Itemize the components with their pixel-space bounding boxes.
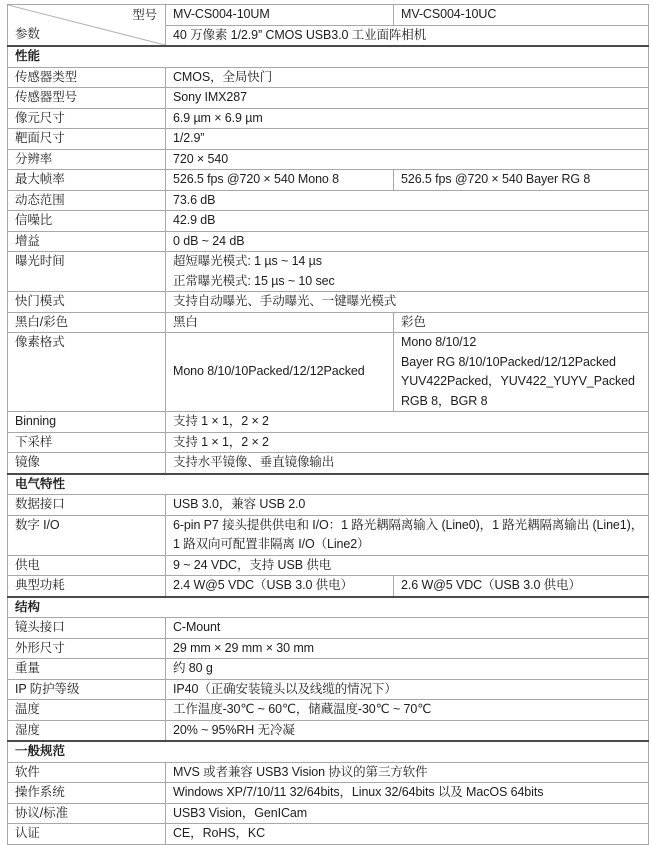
spec-value-cell — [166, 453, 649, 474]
spec-label-cell — [8, 252, 166, 292]
section-title-text: 电气特性 — [15, 476, 66, 491]
spec-value-cell — [166, 638, 649, 659]
spec-value-cell — [166, 783, 649, 804]
spec-value-text: 正常曝光模式: 15 µs ~ 10 sec — [173, 273, 335, 288]
spec-label-text: 传感器型号 — [15, 90, 78, 104]
spec-label-text: 湿度 — [15, 722, 40, 737]
spec-value-cell — [166, 292, 649, 313]
spec-value-cell — [166, 659, 649, 680]
spec-value-cell — [166, 515, 649, 555]
spec-row — [8, 824, 649, 845]
spec-label-text: 信噪比 — [15, 213, 53, 227]
section-title-text: 结构 — [15, 599, 41, 614]
spec-value-text: 9 ~ 24 VDC，支持 USB 供电 — [173, 557, 332, 572]
spec-value-cell — [166, 170, 394, 191]
section-header-row — [8, 741, 649, 762]
spec-label-cell — [8, 576, 166, 597]
spec-value-text: 2.4 W@5 VDC（USB 3.0 供电） — [173, 578, 353, 592]
header-row-models — [8, 5, 649, 26]
spec-value-text: RGB 8，BGR 8 — [401, 393, 488, 408]
section-title — [8, 474, 649, 495]
section-title-text: 性能 — [15, 49, 41, 63]
spec-label-cell — [8, 211, 166, 232]
spec-value-text: 支持自动曝光、手动曝光、一键曝光模式 — [173, 294, 397, 308]
spec-label-text: 像元尺寸 — [15, 110, 65, 125]
spec-value-cell — [166, 149, 649, 170]
spec-row — [8, 432, 649, 453]
spec-value-cell — [166, 720, 649, 741]
spec-value-text: Mono 8/10/12 — [401, 335, 477, 349]
spec-label-text: 操作系统 — [15, 785, 65, 799]
spec-label-cell — [8, 495, 166, 516]
spec-label-cell — [8, 803, 166, 824]
spec-value-text: CE，RoHS，KC — [173, 826, 266, 840]
spec-value-text: 720 × 540 — [173, 151, 229, 166]
spec-label-text: Binning — [15, 414, 56, 428]
corner-param-label: 参数 — [15, 27, 40, 41]
spec-value-cell — [166, 312, 394, 333]
spec-row — [8, 555, 649, 576]
section-header-row — [8, 474, 649, 495]
spec-value-text: USB 3.0，兼容 USB 2.0 — [173, 497, 306, 511]
spec-row — [8, 638, 649, 659]
spec-value-cell — [394, 576, 649, 597]
spec-value-text: 6.9 µm × 6.9 µm — [173, 110, 263, 125]
spec-value-text: 超短曝光模式: 1 µs ~ 14 µs — [173, 254, 322, 268]
spec-row — [8, 292, 649, 313]
spec-row — [8, 190, 649, 211]
camera-description-cell — [166, 25, 649, 46]
spec-label-cell — [8, 515, 166, 555]
spec-label-text: 黑白/彩色 — [15, 314, 68, 329]
spec-value-cell — [166, 129, 649, 150]
spec-value-cell — [166, 333, 394, 412]
spec-row — [8, 129, 649, 150]
corner-cell — [8, 5, 166, 47]
spec-label-cell — [8, 88, 166, 109]
spec-value-text: 73.6 dB — [173, 192, 216, 207]
spec-label-cell — [8, 762, 166, 783]
spec-row — [8, 231, 649, 252]
spec-label-text: 数据接口 — [15, 497, 65, 511]
section-title — [8, 597, 649, 618]
spec-value-cell — [166, 803, 649, 824]
spec-label-cell — [8, 412, 166, 433]
spec-row — [8, 618, 649, 639]
spec-label-cell — [8, 190, 166, 211]
spec-label-text: 认证 — [15, 826, 40, 840]
spec-value-text: Bayer RG 8/10/10Packed/12/12Packed — [401, 354, 616, 369]
spec-label-text: 温度 — [15, 702, 40, 716]
spec-label-text: 典型功耗 — [15, 578, 65, 592]
spec-value-text: USB3 Vision，GenICam — [173, 805, 308, 820]
spec-value-cell — [166, 576, 394, 597]
spec-value-cell — [166, 700, 649, 721]
spec-label-text: 像素格式 — [15, 335, 65, 349]
spec-label-cell — [8, 679, 166, 700]
spec-value-text: MVS 或者兼容 USB3 Vision 协议的第三方软件 — [173, 764, 428, 779]
spec-row — [8, 783, 649, 804]
spec-label-text: 下采样 — [15, 434, 53, 449]
spec-label-cell — [8, 555, 166, 576]
spec-label-text: 协议/标准 — [15, 805, 68, 820]
spec-row — [8, 576, 649, 597]
spec-label-text: 动态范围 — [15, 192, 65, 207]
section-header-row — [8, 597, 649, 618]
spec-value-cell — [166, 432, 649, 453]
spec-label-cell — [8, 129, 166, 150]
spec-value-cell — [166, 555, 649, 576]
spec-value-text: 2.6 W@5 VDC（USB 3.0 供电） — [401, 578, 581, 592]
spec-value-cell — [166, 824, 649, 845]
model-name-color-text: MV-CS004-10UC — [401, 7, 497, 21]
spec-value-text: Windows XP/7/10/11 32/64bits，Linux 32/64bits 以及 MacOS 64bits — [173, 785, 544, 799]
spec-value-text: 彩色 — [401, 314, 426, 329]
spec-value-text: 20% ~ 95%RH 无冷凝 — [173, 722, 295, 737]
spec-row — [8, 679, 649, 700]
spec-row — [8, 149, 649, 170]
spec-row — [8, 88, 649, 109]
spec-label-text: 传感器类型 — [15, 69, 78, 84]
spec-label-text: 软件 — [15, 764, 40, 779]
spec-row — [8, 700, 649, 721]
spec-label-cell — [8, 453, 166, 474]
spec-label-cell — [8, 312, 166, 333]
spec-value-cell — [166, 762, 649, 783]
spec-value-text: 6-pin P7 接头提供供电和 I/O：1 路光耦隔离输入 (Line0)，1 路光耦隔离输出 (Line1)， — [173, 517, 644, 532]
spec-label-cell — [8, 333, 166, 412]
spec-value-text: 42.9 dB — [173, 213, 216, 227]
section-title-text: 一般规范 — [15, 744, 66, 758]
spec-label-text: 镜像 — [15, 455, 40, 469]
spec-value-text: 526.5 fps @720 × 540 Mono 8 — [173, 172, 340, 186]
spec-value-cell — [166, 88, 649, 109]
spec-label-text: 数字 I/O — [15, 517, 60, 532]
model-name-color — [394, 5, 649, 26]
spec-label-cell — [8, 638, 166, 659]
spec-value-cell — [166, 67, 649, 88]
spec-value-text: 1 路双向可配置非隔离 I/O（Line2） — [173, 537, 370, 551]
spec-value-cell — [166, 618, 649, 639]
spec-label-text: 曝光时间 — [15, 254, 65, 268]
spec-row — [8, 762, 649, 783]
spec-label-text: 分辨率 — [15, 151, 53, 166]
spec-value-cell — [166, 190, 649, 211]
corner-model-label: 型号 — [132, 8, 157, 22]
model-name-mono-text: MV-CS004-10UM — [173, 7, 270, 21]
spec-label-text: 重量 — [15, 661, 40, 675]
spec-label-cell — [8, 108, 166, 129]
spec-label-cell — [8, 618, 166, 639]
spec-value-text: 工作温度-30℃ ~ 60℃，储藏温度-30℃ ~ 70℃ — [173, 702, 432, 716]
spec-row — [8, 211, 649, 232]
spec-label-cell — [8, 170, 166, 191]
spec-row — [8, 720, 649, 741]
spec-value-text: Mono 8/10/10Packed/12/12Packed — [173, 364, 365, 379]
spec-value-text: YUV422Packed，YUV422_YUYV_Packed — [401, 374, 635, 388]
spec-value-cell — [394, 333, 649, 412]
spec-value-text: CMOS，全局快门 — [173, 69, 273, 84]
spec-row — [8, 312, 649, 333]
spec-row — [8, 170, 649, 191]
spec-value-cell — [166, 231, 649, 252]
spec-label-cell — [8, 700, 166, 721]
spec-value-text: IP40（正确安装镜头以及线缆的情况下） — [173, 681, 397, 696]
spec-row — [8, 412, 649, 433]
spec-value-cell — [166, 252, 649, 292]
section-title — [8, 46, 649, 67]
spec-value-cell — [394, 170, 649, 191]
spec-label-cell — [8, 432, 166, 453]
spec-row — [8, 803, 649, 824]
spec-label-cell — [8, 659, 166, 680]
spec-label-cell — [8, 292, 166, 313]
spec-label-cell — [8, 824, 166, 845]
spec-label-text: 快门模式 — [15, 294, 65, 308]
spec-table — [7, 4, 649, 845]
spec-label-cell — [8, 231, 166, 252]
spec-value-cell — [166, 412, 649, 433]
spec-label-text: 镜头接口 — [15, 620, 65, 634]
spec-label-text: 最大帧率 — [15, 172, 65, 186]
model-name-mono — [166, 5, 394, 26]
spec-label-text: 供电 — [15, 557, 40, 572]
spec-label-cell — [8, 67, 166, 88]
spec-value-cell — [166, 108, 649, 129]
camera-description-text: 40 万像素 1/2.9” CMOS USB3.0 工业面阵相机 — [173, 27, 427, 42]
spec-row — [8, 659, 649, 680]
spec-value-text: 黑白 — [173, 314, 198, 329]
spec-value-cell — [394, 312, 649, 333]
spec-value-cell — [166, 679, 649, 700]
spec-row — [8, 495, 649, 516]
spec-value-text: 约 80 g — [173, 661, 213, 675]
spec-row — [8, 67, 649, 88]
section-header-row — [8, 46, 649, 67]
spec-value-text: 526.5 fps @720 × 540 Bayer RG 8 — [401, 172, 591, 186]
spec-label-text: 外形尺寸 — [15, 640, 65, 655]
spec-label-text: 增益 — [15, 233, 40, 248]
spec-value-cell — [166, 211, 649, 232]
spec-value-text: 0 dB ~ 24 dB — [173, 233, 245, 248]
spec-row — [8, 333, 649, 412]
spec-label-text: IP 防护等级 — [15, 681, 80, 696]
spec-value-text: 29 mm × 29 mm × 30 mm — [173, 640, 314, 655]
spec-row — [8, 252, 649, 292]
spec-row — [8, 515, 649, 555]
spec-value-text: 1/2.9” — [173, 131, 205, 145]
spec-value-text: 支持 1 × 1，2 × 2 — [173, 414, 269, 428]
spec-row — [8, 453, 649, 474]
spec-value-text: C-Mount — [173, 620, 221, 634]
spec-value-text: 支持 1 × 1，2 × 2 — [173, 434, 269, 449]
spec-label-cell — [8, 783, 166, 804]
spec-value-cell — [166, 495, 649, 516]
spec-row — [8, 108, 649, 129]
section-title — [8, 741, 649, 762]
spec-label-cell — [8, 149, 166, 170]
spec-label-text: 靶面尺寸 — [15, 131, 65, 145]
spec-value-text: Sony IMX287 — [173, 90, 247, 104]
spec-value-text: 支持水平镜像、垂直镜像输出 — [173, 455, 335, 469]
spec-label-cell — [8, 720, 166, 741]
